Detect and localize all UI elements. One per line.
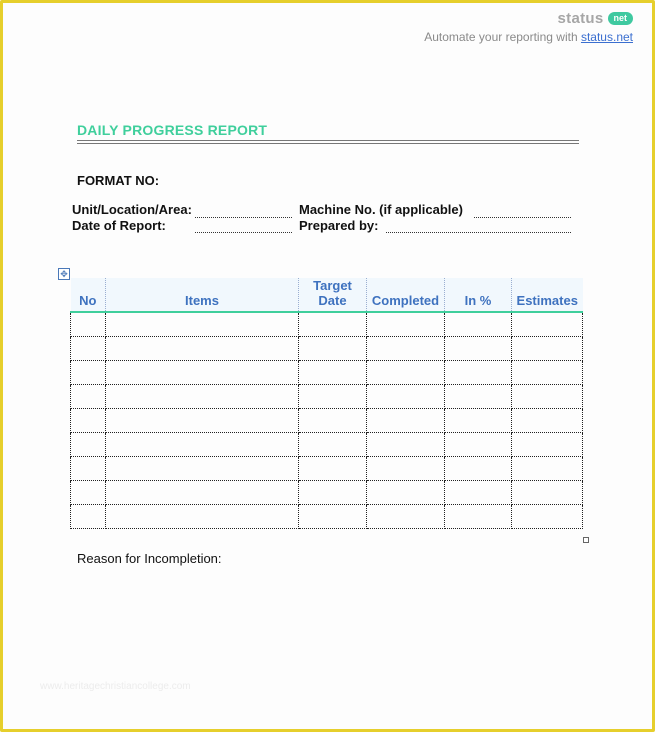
machine-field[interactable] bbox=[474, 217, 571, 218]
table-cell[interactable] bbox=[512, 385, 583, 409]
table-cell[interactable] bbox=[106, 312, 299, 337]
brand-word: status bbox=[557, 10, 604, 27]
table-cell[interactable] bbox=[106, 337, 299, 361]
table-cell[interactable] bbox=[367, 505, 445, 529]
table-cell[interactable] bbox=[367, 433, 445, 457]
unit-field[interactable] bbox=[195, 217, 292, 218]
col-header-percent: In % bbox=[445, 278, 512, 312]
table-cell[interactable] bbox=[367, 361, 445, 385]
table-cell[interactable] bbox=[71, 312, 106, 337]
table-cell[interactable] bbox=[512, 481, 583, 505]
format-no-label: FORMAT NO: bbox=[77, 173, 160, 188]
table-cell[interactable] bbox=[445, 505, 512, 529]
table-cell[interactable] bbox=[445, 312, 512, 337]
table-cell[interactable] bbox=[445, 481, 512, 505]
title-divider bbox=[77, 140, 579, 141]
table-cell[interactable] bbox=[367, 409, 445, 433]
title-divider bbox=[77, 143, 579, 144]
progress-table bbox=[70, 278, 583, 529]
table-row bbox=[71, 361, 583, 385]
machine-label: Machine No. (if applicable) bbox=[299, 202, 463, 217]
table-row bbox=[71, 312, 583, 337]
col-header-items: Items bbox=[106, 278, 299, 312]
table-cell[interactable] bbox=[512, 337, 583, 361]
table-cell[interactable] bbox=[512, 312, 583, 337]
table-cell[interactable] bbox=[106, 433, 299, 457]
table-row bbox=[71, 457, 583, 481]
table-cell[interactable] bbox=[367, 337, 445, 361]
table-cell[interactable] bbox=[445, 433, 512, 457]
table-row bbox=[71, 505, 583, 529]
col-header-no: No bbox=[71, 278, 106, 312]
table-cell[interactable] bbox=[71, 457, 106, 481]
table-cell[interactable] bbox=[299, 409, 367, 433]
table-cell[interactable] bbox=[106, 409, 299, 433]
table-cell[interactable] bbox=[512, 505, 583, 529]
table-cell[interactable] bbox=[71, 481, 106, 505]
table-cell[interactable] bbox=[445, 361, 512, 385]
table-row bbox=[71, 409, 583, 433]
prepared-field[interactable] bbox=[386, 232, 571, 233]
table-cell[interactable] bbox=[106, 457, 299, 481]
table-resize-handle[interactable] bbox=[583, 537, 589, 543]
date-field[interactable] bbox=[195, 232, 292, 233]
table-cell[interactable] bbox=[71, 337, 106, 361]
brand-pill: net bbox=[608, 12, 634, 25]
table-cell[interactable] bbox=[445, 409, 512, 433]
table-cell[interactable] bbox=[299, 361, 367, 385]
table-cell[interactable] bbox=[445, 385, 512, 409]
table-cell[interactable] bbox=[512, 457, 583, 481]
table-cell[interactable] bbox=[106, 361, 299, 385]
table-cell[interactable] bbox=[71, 433, 106, 457]
unit-label: Unit/Location/Area: bbox=[72, 202, 192, 217]
tagline bbox=[424, 30, 633, 44]
table-cell[interactable] bbox=[299, 505, 367, 529]
table-cell[interactable] bbox=[299, 337, 367, 361]
table-cell[interactable] bbox=[445, 457, 512, 481]
table-cell[interactable] bbox=[106, 481, 299, 505]
reason-label: Reason for Incompletion: bbox=[77, 551, 222, 566]
table-cell[interactable] bbox=[299, 312, 367, 337]
table-header-row bbox=[71, 278, 583, 312]
report-title: DAILY PROGRESS REPORT bbox=[77, 122, 268, 138]
table-cell[interactable] bbox=[106, 505, 299, 529]
table-cell[interactable] bbox=[299, 433, 367, 457]
table-cell[interactable] bbox=[71, 505, 106, 529]
watermark: www.heritagechristiancollege.com bbox=[40, 681, 191, 692]
table-cell[interactable] bbox=[445, 337, 512, 361]
table-cell[interactable] bbox=[299, 481, 367, 505]
table-row bbox=[71, 337, 583, 361]
table-cell[interactable] bbox=[512, 361, 583, 385]
move-handle-icon[interactable]: ✥ bbox=[58, 268, 70, 280]
table-cell[interactable] bbox=[299, 457, 367, 481]
table-cell[interactable] bbox=[512, 409, 583, 433]
tagline-link[interactable]: status.net bbox=[580, 30, 633, 44]
col-header-estimates: Estimates bbox=[512, 278, 583, 312]
table-cell[interactable] bbox=[367, 457, 445, 481]
table-row bbox=[71, 433, 583, 457]
col-header-completed: Completed bbox=[367, 278, 445, 312]
brand-logo[interactable] bbox=[558, 10, 633, 27]
table-cell[interactable] bbox=[367, 312, 445, 337]
table-cell[interactable] bbox=[512, 433, 583, 457]
table-cell[interactable] bbox=[71, 385, 106, 409]
table-cell[interactable] bbox=[367, 385, 445, 409]
prepared-label: Prepared by: bbox=[299, 218, 379, 233]
table-row bbox=[71, 481, 583, 505]
table-row bbox=[71, 385, 583, 409]
table-cell[interactable] bbox=[299, 385, 367, 409]
table-cell[interactable] bbox=[71, 361, 106, 385]
date-label: Date of Report: bbox=[72, 218, 166, 233]
col-header-target-date: Target Date bbox=[299, 278, 367, 312]
table-cell[interactable] bbox=[367, 481, 445, 505]
table-cell[interactable] bbox=[106, 385, 299, 409]
tagline-text: Automate your reporting with bbox=[424, 30, 578, 44]
table-cell[interactable] bbox=[71, 409, 106, 433]
